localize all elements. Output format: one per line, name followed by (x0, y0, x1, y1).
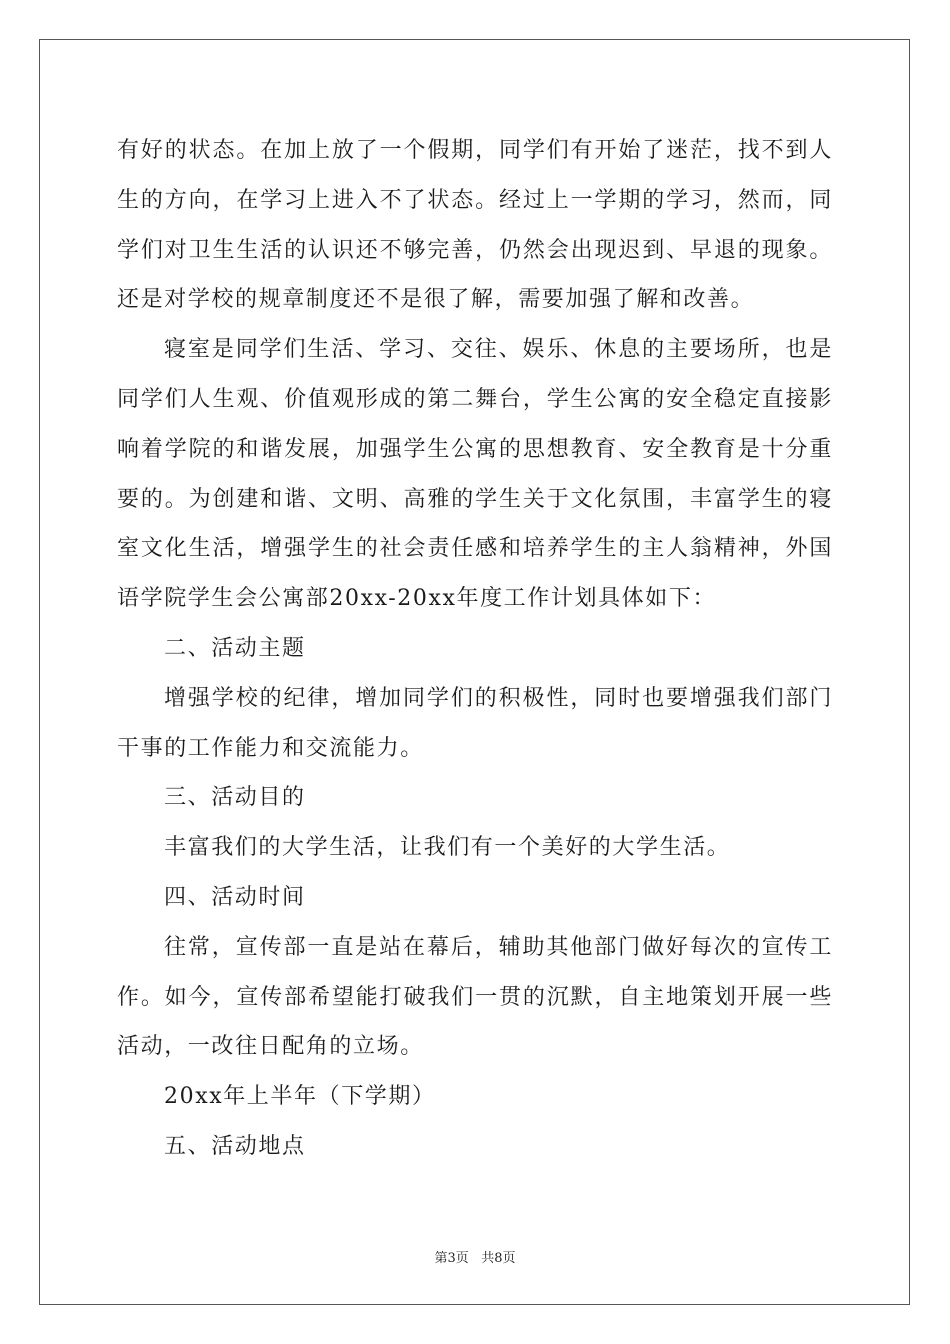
paragraph-semester: 20xx年上半年（下学期） (164, 1084, 436, 1110)
paragraph-dormitory: 寝室是同学们生活、学习、交往、娱乐、休息的主要场所，也是同学们人生观、价值观形成的第二舞台，学生公寓的安全稳定直接影响着学院的和谐发展，加强学生公寓的思想教育、安全教育是十分重要的。为创建和谐、文明、高雅的学生关于文化氛围，丰富学生的寝室文化生活，增强学生的社会责任感和培养学生的主人翁精神，外国语学院学生会公寓部20xx-20xx年度工作计划具体如下： (117, 337, 833, 612)
heading-activity-location: 五、活动地点 (164, 1133, 306, 1159)
paragraph-activity-time: 往常，宣传部一直是站在幕后，辅助其他部门做好每次的宣传工作。如今，宣传部希望能打破我们一贯的沉默，自主地策划开展一些活动，一改往日配角的立场。 (117, 934, 833, 1060)
page-number: 第3页 (434, 1251, 469, 1266)
heading-activity-theme: 二、活动主题 (164, 635, 306, 661)
paragraph-activity-theme: 增强学校的纪律，增加同学们的积极性，同时也要增强我们部门干事的工作能力和交流能力。 (117, 685, 833, 761)
heading-activity-time: 四、活动时间 (164, 884, 306, 910)
paragraph-activity-purpose: 丰富我们的大学生活，让我们有一个美好的大学生活。 (164, 835, 731, 861)
heading-activity-purpose: 三、活动目的 (164, 785, 306, 811)
page-footer (0, 1247, 950, 1266)
paragraph-intro-continued: 有好的状态。在加上放了一个假期，同学们有开始了迷茫，找不到人生的方向，在学习上进入不了状态。经过上一学期的学习，然而，同学们对卫生生活的认识还不够完善，仍然会出现迟到、早退的现象。还是对学校的规章制度还不是很了解，需要加强了解和改善。 (117, 138, 833, 313)
document-body (117, 126, 833, 1172)
page-total: 共8页 (481, 1251, 516, 1266)
